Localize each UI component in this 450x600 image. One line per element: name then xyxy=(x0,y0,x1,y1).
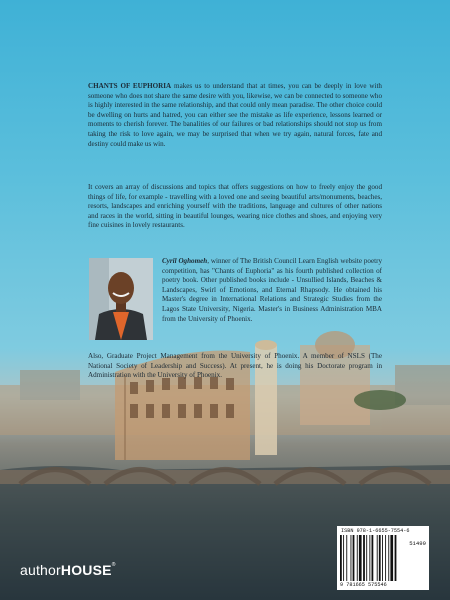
isbn-barcode xyxy=(337,526,429,590)
barcode-bar xyxy=(357,535,358,581)
barcode-bar xyxy=(346,535,347,581)
barcode-bar xyxy=(340,535,342,581)
isbn-text: ISBN 978-1-6655-7554-6 xyxy=(341,528,410,534)
barcode-bar xyxy=(353,535,355,581)
barcode-bar xyxy=(372,535,374,581)
barcode-bar xyxy=(369,535,370,581)
publisher-logo-trademark: ® xyxy=(111,562,116,568)
barcode-bar xyxy=(343,535,344,581)
barcode-bar xyxy=(363,535,365,581)
barcode-bar xyxy=(385,535,386,581)
book-title: CHANTS OF EUPHORIA xyxy=(88,82,172,90)
barcode-bar xyxy=(388,535,389,581)
barcode-bar xyxy=(377,535,378,581)
barcode-bar xyxy=(390,535,393,581)
author-bio-text: , winner of The British Council Learn English website poetry competition, has "Chants of Euphoria" as his fourth published collection of poetry book. Other published books include - Unsullied Islands, Beaches & Landscapes, Swirl of Emotions, and Eternal Rhapsody. He obtained his Master's degree in International Relations and Strategic Studies from the Lagos State University, Nigeria. Master's in Business Administration MBA from the University of Phoenix. xyxy=(162,257,382,323)
barcode-bars xyxy=(340,535,402,581)
isbn-number: 9 781665 575546 xyxy=(340,582,387,588)
blurb-paragraph-1-text: makes us to understand that at times, you can be deeply in love with someone who does not share the same desire with you, likewise, we can be connected to someone who is highly interested in the same relationship, and that could only mean paradise. The other choice could be dwelling on hurts and hatred, you can either see the mistake as life experience, lessons learned or moments to cherish forever. The banalities of our failures or bad relationships should not stop us from taking the risk to love again, we may be surprised that when we try again, natural forces, fate and destiny could make us win. xyxy=(88,82,382,148)
publisher-logo xyxy=(20,562,116,578)
barcode-bar xyxy=(366,535,367,581)
barcode-bar xyxy=(382,535,383,581)
barcode-bar xyxy=(359,535,362,581)
author-photo xyxy=(89,258,153,340)
blurb-paragraph-1 xyxy=(88,82,382,149)
author-bio xyxy=(162,257,382,324)
author-name: Cyril Oghomeh xyxy=(162,257,208,265)
publisher-logo-house: HOUSE xyxy=(60,562,112,578)
blurb-paragraph-2: It covers an array of discussions and topics that offers suggestions on how to freely enjoy the good things of life, for example - travelling with a loved one and seeing beautiful arts/monuments, beaches, resorts, landscapes and enriching yourself with the traditions, language and cultures of other nations and races in the world, sitting in beautiful lounges, wearing nice clothes and shoes, and enjoying very fine cuisines in lovely restaurants. xyxy=(88,183,382,230)
barcode-bar xyxy=(395,535,397,581)
author-extra-paragraph: Also, Graduate Project Management from the University of Phoenix. A member of NSLS (The National Society of Leadership and Success). At present, he is doing his Doctorate program in Administration with the University of Phoenix. xyxy=(88,352,382,380)
publisher-logo-author: author xyxy=(20,562,61,578)
barcode-bar xyxy=(351,535,352,581)
price-code: 51499 xyxy=(409,540,426,547)
barcode-bar xyxy=(379,535,381,581)
